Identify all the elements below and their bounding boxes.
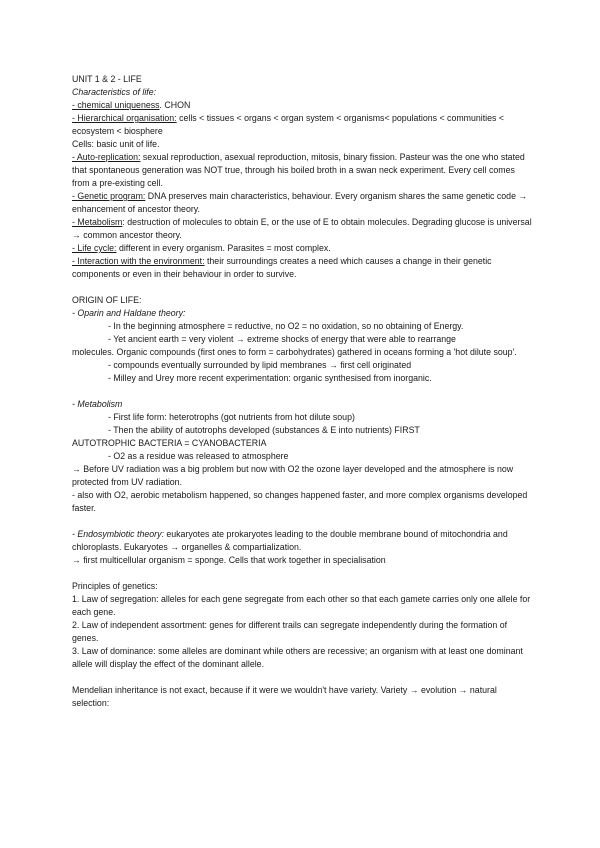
char-label: - Metabolism (72, 217, 123, 227)
char-text: . CHON (159, 100, 191, 110)
char-label: - chemical uniqueness (72, 100, 160, 110)
origin-heading: ORIGIN OF LIFE: (72, 295, 142, 305)
char-item (72, 242, 534, 255)
char-text: cells < tissues < organs < organ system < organisms< populations < communities < ecosystem < biosphere (72, 113, 505, 136)
metabolism-note: - also with O2, aerobic metabolism happened, so changes happened faster, and more complex organisms developed faster. (72, 490, 528, 513)
oparin-point: - Yet ancient earth = very violent → extreme shocks of energy that were able to rearrange (108, 334, 456, 344)
char-label: - Interaction with the environment: (72, 256, 205, 266)
endosymbiotic-text: eukaryotes ate prokaryotes leading to the double membrane bound of mitochondria and chloroplasts. Eukaryotes → organelles & compartialization. (72, 529, 508, 552)
endosymbiotic-paragraph (72, 528, 534, 554)
char-text: : destruction of molecules to obtain E, or the use of E to obtain molecules. Degrading glucose is universal → common ancestor theory. (72, 217, 532, 240)
oparin-point: - In the beginning atmosphere = reductive, no O2 = no oxidation, so no obtaining of Energy. (108, 321, 464, 331)
metabolism-heading: - Metabolism (72, 399, 123, 409)
characteristics-section (72, 86, 534, 281)
char-item (72, 138, 534, 151)
char-text: sexual reproduction, asexual reproduction, mitosis, binary fission. Pasteur was the one who stated that spontaneous generation was NOT true, through his boiled broth in a swan neck experiment. Every cell comes from a pre-existing cell. (72, 152, 525, 188)
char-item (72, 190, 534, 216)
oparin-heading: - Oparin and Haldane theory: (72, 308, 186, 318)
char-text: different in every organism. Parasites = most complex. (116, 243, 331, 253)
char-label: - Hierarchical organisation: (72, 113, 177, 123)
oparin-point: - Milley and Urey more recent experimentation: organic synthesised from inorganic. (108, 373, 432, 383)
genetics-law: 1. Law of segregation: alleles for each gene segregate from each other so that each gamete carries only one allele for each gene. (72, 594, 531, 617)
metabolism-point: - Then the ability of autotrophs developed (substances & E into nutrients) FIRST (108, 425, 420, 435)
characteristics-heading: Characteristics of life: (72, 87, 157, 97)
metabolism-point: - O2 as a residue was released to atmosphere (108, 451, 289, 461)
char-item (72, 99, 534, 112)
origin-section (72, 294, 534, 567)
genetics-law: 2. Law of independent assortment: genes for different trails can segregate independently during the formation of genes. (72, 620, 508, 643)
char-text: their surroundings creates a need which causes a change in their genetic components or even in their behaviour in order to survive. (72, 256, 492, 279)
mendelian-note: Mendelian inheritance is not exact, because if it were we wouldn't have variety. Variety → evolution → natural selection: (72, 685, 497, 708)
char-label: - Auto-replication: (72, 152, 141, 162)
char-label: - Genetic program: (72, 191, 146, 201)
metabolism-point-cont: AUTOTROPHIC BACTERIA = CYANOBACTERIA (72, 438, 267, 448)
doc-title: UNIT 1 & 2 - LIFE (72, 74, 142, 84)
char-label: - Life cycle: (72, 243, 117, 253)
genetics-heading: Principles of genetics: (72, 581, 158, 591)
char-item (72, 112, 534, 138)
char-item (72, 151, 534, 190)
genetics-section (72, 580, 534, 710)
oparin-point: - compounds eventually surrounded by lipid membranes → first cell originated (108, 360, 412, 370)
oparin-point-cont: molecules. Organic compounds (first ones to form = carbohydrates) gathered in oceans forming a 'hot dilute soup'. (72, 347, 517, 357)
genetics-law: 3. Law of dominance: some alleles are dominant while others are recessive; an organism with at least one dominant allele will display the effect of the dominant allele. (72, 646, 523, 669)
document-page (72, 73, 534, 710)
char-item (72, 216, 534, 242)
metabolism-note: → Before UV radiation was a big problem but now with O2 the ozone layer developed and the atmosphere is now protected from UV radiation. (72, 464, 514, 487)
endosymbiotic-note: → first multicellular organism = sponge. Cells that work together in specialisation (72, 555, 386, 565)
char-item (72, 255, 534, 281)
char-text: DNA preserves main characteristics, behaviour. Every organism shares the same genetic code → enhancement of ancestor theory. (72, 191, 528, 214)
endosymbiotic-label: - Endosymbiotic theory: (72, 529, 164, 539)
metabolism-point: - First life form: heterotrophs (got nutrients from hot dilute soup) (108, 412, 355, 422)
char-text: Cells: basic unit of life. (72, 139, 160, 149)
